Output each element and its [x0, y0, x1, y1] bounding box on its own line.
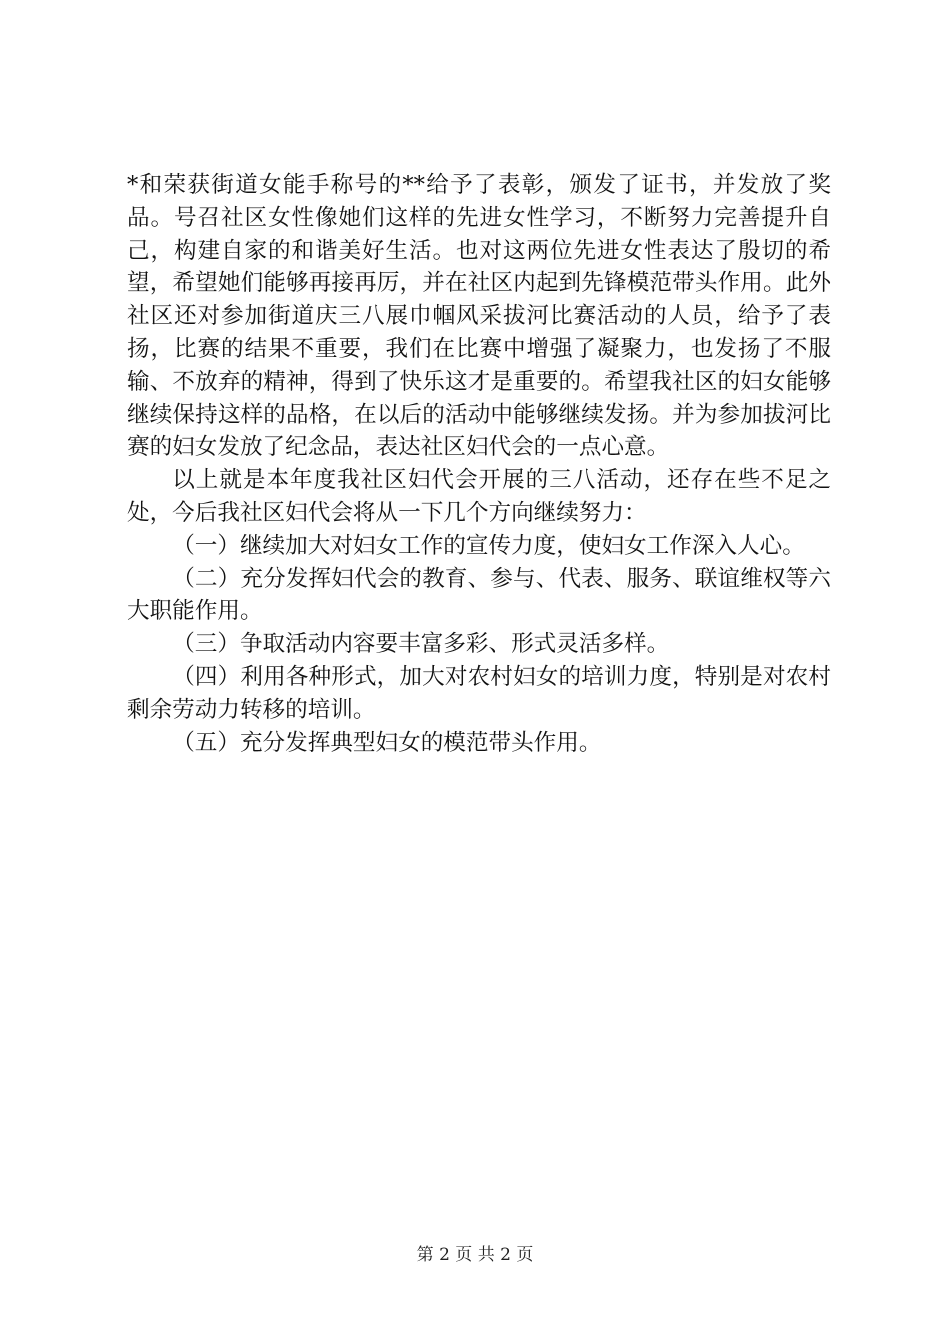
list-item-4: （四）利用各种形式，加大对农村妇女的培训力度，特别是对农村剩余劳动力转移的培训。	[127, 663, 831, 723]
document-body	[127, 169, 831, 759]
paragraph-summary: 以上就是本年度我社区妇代会开展的三八活动，还存在些不足之处，今后我社区妇代会将从一下几个方向继续努力：	[127, 467, 831, 526]
list-item-1: （一）继续加大对妇女工作的宣传力度，使妇女工作深入人心。	[172, 532, 805, 559]
page-number-footer: 第 2 页 共 2 页	[416, 1245, 534, 1265]
list-item-5: （五）充分发挥典型妇女的模范带头作用。	[172, 729, 602, 756]
list-item-3: （三）争取活动内容要丰富多彩、形式灵活多样。	[172, 631, 670, 658]
paragraph-commendation: *和荣获街道女能手称号的**给予了表彰，颁发了证书，并发放了奖品。号召社区女性像她们这样的先进女性学习，不断努力完善提升自己，构建自家的和谐美好生活。也对这两位先进女性表达了殷切的希望，希望她们能够再接再厉，并在社区内起到先锋模范带头作用。此外社区还对参加街道庆三八展巾帼风采拔河比赛活动的人员，给予了表扬，比赛的结果不重要，我们在比赛中增强了凝聚力，也发扬了不服输、不放弃的精神，得到了快乐这才是重要的。希望我社区的妇女能够继续保持这样的品格，在以后的活动中能够继续发扬。并为参加拔河比赛的妇女发放了纪念品，表达社区妇代会的一点心意。	[127, 172, 831, 461]
list-item-2: （二）充分发挥妇代会的教育、参与、代表、服务、联谊维权等六大职能作用。	[127, 565, 831, 625]
